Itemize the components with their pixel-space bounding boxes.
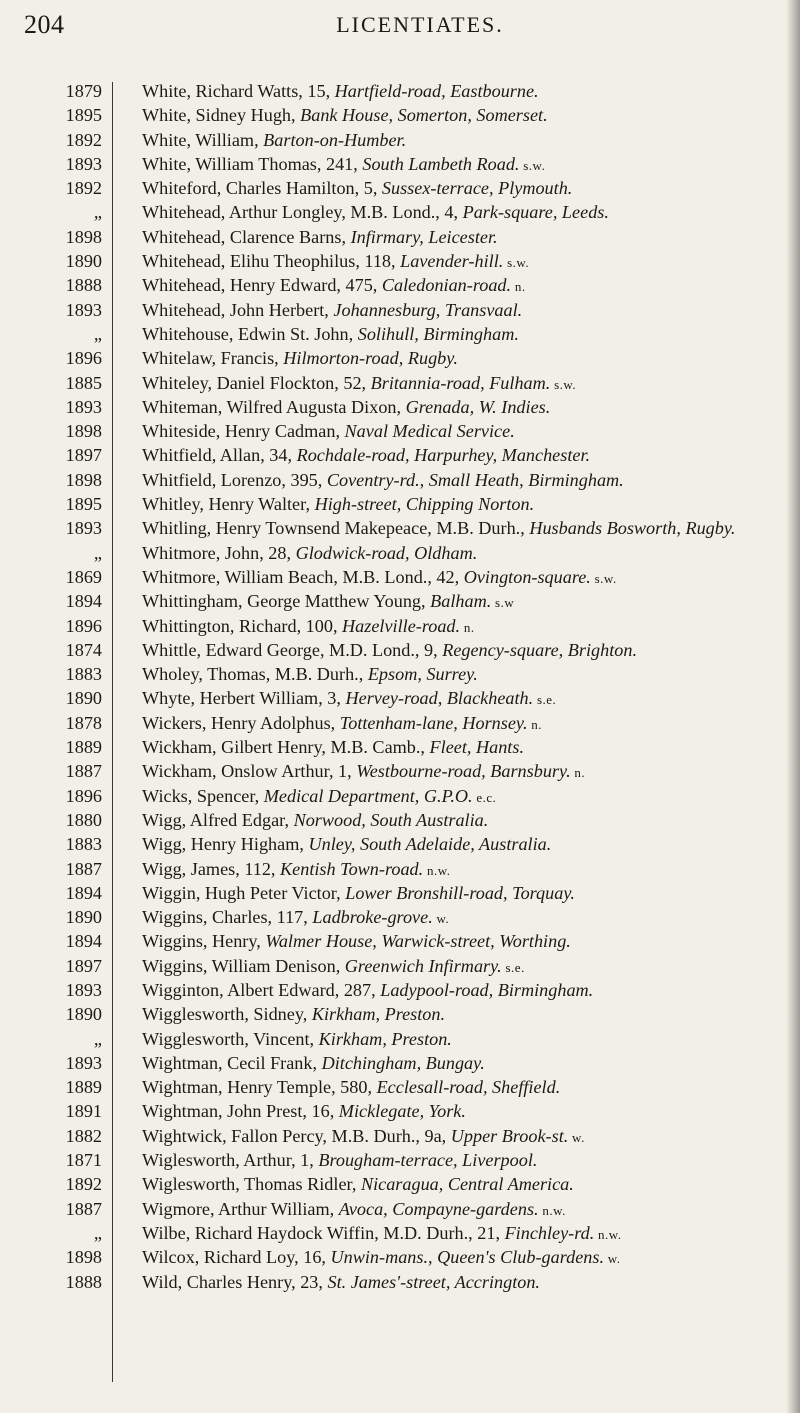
entry-text [128, 372, 800, 396]
entry-name: Wigg, Alfred Edgar, [142, 809, 294, 830]
entry-list [0, 80, 800, 1295]
entry-year: 1898 [65, 421, 102, 442]
entry-address: Johannesburg, Transvaal. [333, 299, 523, 320]
entry-name: Whyte, Herbert William, 3, [142, 688, 346, 709]
entry-year: 1883 [65, 834, 102, 855]
list-item [0, 396, 800, 420]
entry-address: Ecclesall-road, Sheffield. [376, 1077, 561, 1098]
entry-address: Walmer House, Warwick-street, Worthing. [265, 931, 571, 952]
entry-year: 1874 [65, 639, 102, 660]
entry-address: Ditchingham, Bungay. [321, 1052, 485, 1073]
entry-address: Medical Department, G.P.O. [263, 785, 473, 806]
entry-name: Whitelaw, Francis, [142, 348, 284, 369]
entry-district: n. [460, 619, 475, 635]
entry-name: Wicks, Spencer, [142, 785, 264, 806]
entry-text [128, 833, 800, 857]
entry-address: Unwin-mans., Queen's Club-gardens. [330, 1247, 605, 1268]
entry-name: Wickers, Henry Adolphus, [142, 712, 340, 733]
entry-address: Infirmary, Leicester. [350, 226, 498, 247]
entry-text [128, 420, 800, 444]
entry-year: „ [93, 202, 102, 223]
entry-address: Lower Bronshill-road, Torquay. [345, 882, 575, 903]
entry-address: High-street, Chipping Norton. [314, 494, 535, 515]
entry-address: Grenada, W. Indies. [405, 396, 551, 417]
list-item [0, 542, 800, 566]
entry-name: White, William, [142, 129, 264, 150]
entry-address: Kirkham, Preston. [311, 1004, 446, 1025]
entry-address: Hazelville-road. [342, 615, 461, 636]
list-item [0, 1028, 800, 1052]
entry-address: Upper Brook-st. [450, 1125, 569, 1146]
list-item [0, 493, 800, 517]
entry-address: Hilmorton-road, Rugby. [283, 348, 458, 369]
entry-name: Wightman, Henry Temple, 580, [142, 1077, 377, 1098]
entry-year: 1890 [65, 907, 102, 928]
list-item [0, 1076, 800, 1100]
entry-name: Whitmore, William Beach, M.B. Lond., 42, [142, 566, 464, 587]
entry-district: s.w [491, 595, 515, 611]
entry-address: Greenwich Infirmary. [344, 955, 502, 976]
entry-year: 1894 [65, 591, 102, 612]
entry-address: Avoca, Compayne-gardens. [338, 1198, 539, 1219]
entry-text [128, 1222, 800, 1246]
entry-name: Wilbe, Richard Haydock Wiffin, M.D. Durh., 21, [142, 1222, 505, 1243]
entry-name: Wightman, Cecil Frank, [142, 1052, 322, 1073]
entry-text [128, 1173, 800, 1197]
entry-name: Whitmore, John, 28, [142, 542, 296, 563]
entry-year: 1890 [65, 688, 102, 709]
entry-address: Caledonian-road. [381, 275, 512, 296]
entry-year: 1892 [65, 129, 102, 150]
entry-year: 1891 [65, 1101, 102, 1122]
entry-year: 1878 [65, 712, 102, 733]
entry-year: 1898 [65, 469, 102, 490]
entry-name: Wilcox, Richard Loy, 16, [142, 1247, 331, 1268]
list-item [0, 1271, 800, 1295]
entry-name: Wightwick, Fallon Percy, M.B. Durh., 9a, [142, 1125, 451, 1146]
entry-address: Coventry-rd., Small Heath, Birmingham. [326, 469, 624, 490]
list-item [0, 1149, 800, 1173]
entry-year: „ [93, 323, 102, 344]
entry-text [128, 274, 800, 298]
entry-name: Wigglesworth, Vincent, [142, 1028, 319, 1049]
entry-name: Whiteley, Daniel Flockton, 52, [142, 372, 371, 393]
entry-year: 1887 [65, 858, 102, 879]
entry-address: Kentish Town-road. [280, 858, 424, 879]
entry-district: w. [568, 1129, 585, 1145]
entry-year: 1893 [65, 153, 102, 174]
list-item [0, 736, 800, 760]
entry-name: Wickham, Onslow Arthur, 1, [142, 761, 357, 782]
entry-year: 1887 [65, 1198, 102, 1219]
entry-text [128, 1271, 800, 1295]
entry-year: 1889 [65, 1077, 102, 1098]
entry-text [128, 615, 800, 639]
entry-year: 1893 [65, 979, 102, 1000]
list-item [0, 420, 800, 444]
entry-year: 1894 [65, 882, 102, 903]
entry-year: 1887 [65, 761, 102, 782]
entry-name: Wiggin, Hugh Peter Victor, [142, 882, 346, 903]
entry-year: 1883 [65, 664, 102, 685]
list-item [0, 104, 800, 128]
entry-text [128, 955, 800, 979]
entry-name: Wiglesworth, Arthur, 1, [142, 1150, 319, 1171]
entry-year: 1885 [65, 372, 102, 393]
entry-text [128, 785, 800, 809]
entry-name: Wigmore, Arthur William, [142, 1198, 339, 1219]
entry-name: Whitehead, Elihu Theophilus, 118, [142, 251, 401, 272]
entry-text [128, 250, 800, 274]
entry-text [128, 153, 800, 177]
list-item [0, 153, 800, 177]
entry-text [128, 809, 800, 833]
entry-district: n. [570, 765, 586, 781]
list-item [0, 663, 800, 687]
entry-text [128, 760, 800, 784]
entry-year: 1871 [65, 1150, 102, 1171]
entry-year: 1882 [65, 1125, 102, 1146]
entry-text [128, 469, 800, 493]
list-item [0, 809, 800, 833]
entry-address: Epsom, Surrey. [367, 664, 478, 685]
entry-address: Kirkham, Preston. [318, 1028, 452, 1049]
entry-text [128, 396, 800, 420]
entry-text [128, 858, 800, 882]
entry-address: Fleet, Hants. [429, 737, 524, 758]
entry-name: Wickham, Gilbert Henry, M.B. Camb., [142, 737, 430, 758]
entry-address: Solihull, Birmingham. [357, 323, 519, 344]
list-item [0, 566, 800, 590]
entry-name: Whiteman, Wilfred Augusta Dixon, [142, 396, 406, 417]
entry-text [128, 323, 800, 347]
entry-address: Park-square, Leeds. [462, 202, 609, 223]
entry-year: 1869 [65, 566, 102, 587]
entry-address: Barton-on-Humber. [263, 129, 407, 150]
entry-district: n. [511, 279, 526, 295]
entry-address: Westbourne-road, Barnsbury. [356, 761, 571, 782]
entry-address: Regency-square, Brighton. [442, 639, 637, 660]
entry-year: 1890 [65, 1004, 102, 1025]
entry-year: 1892 [65, 1174, 102, 1195]
entry-text [128, 663, 800, 687]
entry-address: Hervey-road, Blackheath. [345, 688, 534, 709]
entry-year: 1893 [65, 396, 102, 417]
entry-name: Whitehead, Clarence Barns, [142, 226, 351, 247]
entry-name: Whitling, Henry Townsend Makepeace, M.B. Durh., [142, 518, 530, 539]
entry-text [128, 493, 800, 517]
entry-name: White, Sidney Hugh, [142, 105, 301, 126]
list-item [0, 1222, 800, 1246]
entry-address: Ladypool-road, Birmingham. [380, 979, 594, 1000]
list-item [0, 687, 800, 711]
list-item [0, 201, 800, 225]
entry-year: 1893 [65, 518, 102, 539]
entry-name: White, Richard Watts, 15, [142, 81, 335, 101]
entry-name: White, William Thomas, 241, [142, 153, 363, 174]
entry-text [128, 129, 800, 153]
list-item [0, 1198, 800, 1222]
entry-year: 1895 [65, 494, 102, 515]
entry-year: 1898 [65, 226, 102, 247]
entry-year: 1888 [65, 275, 102, 296]
entry-name: Whitehead, Henry Edward, 475, [142, 275, 382, 296]
entry-text [128, 590, 800, 614]
list-item [0, 955, 800, 979]
entry-address: Naval Medical Service. [344, 421, 515, 442]
entry-year: 1895 [65, 105, 102, 126]
entry-district: n. [527, 716, 543, 732]
list-item [0, 299, 800, 323]
entry-name: Wild, Charles Henry, 23, [142, 1271, 328, 1292]
list-item [0, 177, 800, 201]
entry-year: 1896 [65, 785, 102, 806]
entry-district: w. [604, 1251, 621, 1267]
entry-address: Unley, South Adelaide, Australia. [308, 834, 552, 855]
entry-name: Wigg, Henry Higham, [142, 834, 309, 855]
entry-district: n.w. [594, 1226, 622, 1242]
entry-text [128, 177, 800, 201]
entry-address: Nicaragua, Central America. [360, 1174, 574, 1195]
entry-year: 1893 [65, 299, 102, 320]
entry-year: 1888 [65, 1271, 102, 1292]
list-item [0, 444, 800, 468]
list-item [0, 1052, 800, 1076]
entry-text [128, 80, 800, 104]
entry-address: Husbands Bosworth, Rugby. [529, 518, 736, 539]
running-head: LICENTIATES. [336, 12, 504, 37]
entry-name: Whitehead, Arthur Longley, M.B. Lond., 4, [142, 202, 463, 223]
entry-address: Britannia-road, Fulham. [370, 372, 551, 393]
entry-name: Wigglesworth, Sidney, [142, 1004, 312, 1025]
entry-district: w. [432, 911, 450, 927]
entry-district: s.w. [503, 255, 530, 271]
entry-year: 1898 [65, 1247, 102, 1268]
entry-address: Balham. [430, 591, 492, 612]
entry-year: 1889 [65, 737, 102, 758]
entry-address: Ovington-square. [463, 566, 591, 587]
entry-text [128, 1246, 800, 1270]
entry-text [128, 906, 800, 930]
entry-address: St. James'-street, Accrington. [327, 1271, 540, 1292]
entry-district: s.e. [501, 959, 525, 975]
entry-address: Norwood, South Australia. [293, 809, 489, 830]
entry-name: Wiglesworth, Thomas Ridler, [142, 1174, 361, 1195]
entry-year: „ [93, 542, 102, 563]
list-item [0, 785, 800, 809]
list-item [0, 1100, 800, 1124]
entry-year: 1893 [65, 1052, 102, 1073]
list-item [0, 274, 800, 298]
entry-address: Hartfield-road, Eastbourne. [334, 81, 539, 101]
page-number: 204 [24, 10, 65, 39]
entry-address: Ladbroke-grove. [312, 907, 433, 928]
list-item [0, 760, 800, 784]
entry-year: 1879 [65, 81, 102, 101]
entry-year: 1896 [65, 615, 102, 636]
entry-address: Glodwick-road, Oldham. [295, 542, 478, 563]
entry-name: Whitehead, John Herbert, [142, 299, 334, 320]
list-item [0, 858, 800, 882]
entry-name: Wiggins, William Denison, [142, 955, 345, 976]
entry-district: n.w. [423, 862, 451, 878]
entry-address: Brougham-terrace, Liverpool. [318, 1150, 538, 1171]
list-item [0, 250, 800, 274]
entry-year: 1897 [65, 445, 102, 466]
entry-district: s.e. [533, 692, 557, 708]
entry-name: Whitfield, Allan, 34, [142, 445, 297, 466]
entry-year: 1892 [65, 178, 102, 199]
entry-text [128, 201, 800, 225]
entry-district: s.w. [590, 570, 617, 586]
entry-text [128, 736, 800, 760]
entry-text [128, 444, 800, 468]
entry-text [128, 226, 800, 250]
list-item [0, 1125, 800, 1149]
list-item [0, 517, 800, 541]
entry-district: s.w. [550, 376, 577, 392]
entry-address: Bank House, Somerton, Somerset. [300, 105, 548, 126]
entry-name: Wightman, John Prest, 16, [142, 1101, 339, 1122]
list-item [0, 323, 800, 347]
list-item [0, 930, 800, 954]
entry-text [128, 542, 800, 566]
list-item [0, 712, 800, 736]
entry-text [128, 104, 800, 128]
entry-text [128, 687, 800, 711]
list-item [0, 833, 800, 857]
entry-address: South Lambeth Road. [362, 153, 520, 174]
entry-year: 1894 [65, 931, 102, 952]
entry-address: Lavender-hill. [400, 251, 504, 272]
entry-name: Wiggins, Charles, 117, [142, 907, 313, 928]
list-item [0, 882, 800, 906]
entry-address: Sussex-terrace, Plymouth. [381, 178, 573, 199]
entry-name: Whitehouse, Edwin St. John, [142, 323, 358, 344]
list-item [0, 226, 800, 250]
list-item [0, 1173, 800, 1197]
list-item [0, 469, 800, 493]
entry-text [128, 639, 800, 663]
entry-address: Tottenham-lane, Hornsey. [339, 712, 528, 733]
list-item [0, 372, 800, 396]
entry-text [128, 1198, 800, 1222]
list-item [0, 979, 800, 1003]
entry-name: Wigginton, Albert Edward, 287, [142, 979, 381, 1000]
list-item [0, 347, 800, 371]
entry-text [128, 1149, 800, 1173]
entry-text [128, 566, 800, 590]
entry-text [128, 882, 800, 906]
entry-text [128, 712, 800, 736]
entry-year: „ [93, 1028, 102, 1049]
entry-name: Whittington, Richard, 100, [142, 615, 343, 636]
entry-text [128, 1028, 800, 1052]
entry-text [128, 930, 800, 954]
entry-name: Whiteford, Charles Hamilton, 5, [142, 178, 382, 199]
list-item [0, 590, 800, 614]
entry-name: Whittle, Edward George, M.D. Lond., 9, [142, 639, 443, 660]
entry-address: Finchley-rd. [504, 1222, 595, 1243]
entry-address: Micklegate, York. [338, 1101, 466, 1122]
entry-name: Wholey, Thomas, M.B. Durh., [142, 664, 368, 685]
entry-year: 1880 [65, 809, 102, 830]
entry-name: Whitfield, Lorenzo, 395, [142, 469, 327, 490]
entry-text [128, 1125, 800, 1149]
entry-district: s.w. [519, 157, 546, 173]
entry-year: 1890 [65, 251, 102, 272]
entry-text [128, 1076, 800, 1100]
entry-year: 1897 [65, 955, 102, 976]
entry-text [128, 1100, 800, 1124]
list-item [0, 1246, 800, 1270]
entry-district: e.c. [472, 789, 497, 805]
entry-text [128, 1052, 800, 1076]
entry-text [128, 979, 800, 1003]
entry-name: Whittingham, George Matthew Young, [142, 591, 431, 612]
list-item [0, 80, 800, 104]
list-item [0, 615, 800, 639]
entry-year: „ [93, 1222, 102, 1243]
list-item [0, 639, 800, 663]
entry-text [128, 347, 800, 371]
entry-name: Whiteside, Henry Cadman, [142, 421, 345, 442]
entry-year: 1896 [65, 348, 102, 369]
entry-name: Wiggins, Henry, [142, 931, 266, 952]
entry-text [128, 1003, 800, 1027]
entry-text [128, 299, 800, 323]
list-item [0, 129, 800, 153]
list-item [0, 906, 800, 930]
entry-address: Rochdale-road, Harpurhey, Manchester. [296, 445, 591, 466]
list-item [0, 1003, 800, 1027]
entry-district: n.w. [538, 1202, 566, 1218]
page-edge-shadow [786, 0, 800, 1413]
entry-name: Wigg, James, 112, [142, 858, 281, 879]
entry-name: Whitley, Henry Walter, [142, 494, 315, 515]
entry-text [128, 517, 800, 541]
